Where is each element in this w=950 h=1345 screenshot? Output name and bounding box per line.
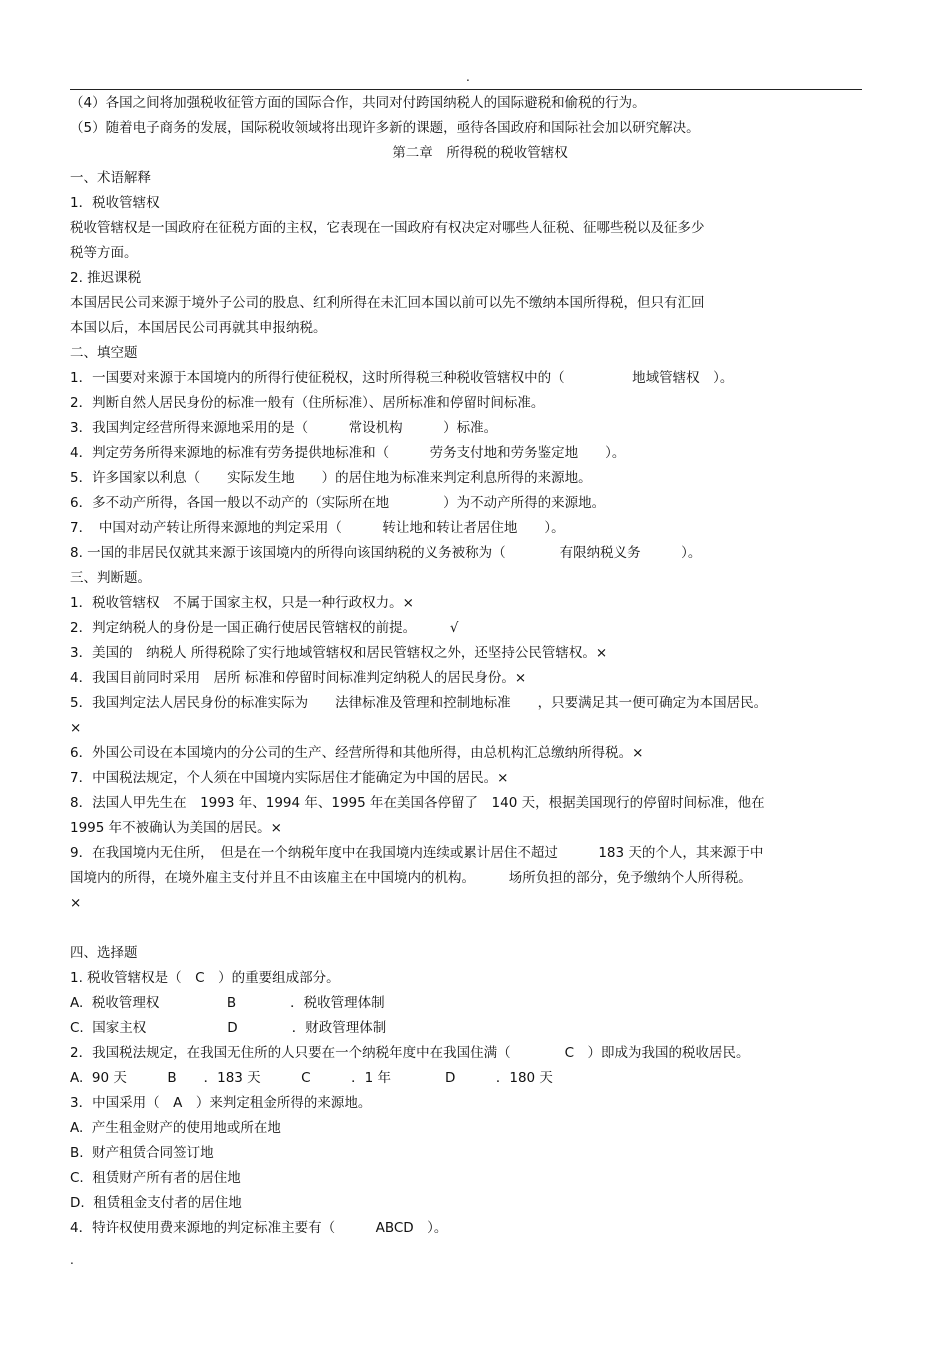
choice-options: C. 国家主权 D ．财政管理体制 [70, 1020, 387, 1036]
judgment-item: 3．美国的 纳税人 所得税除了实行地域管辖权和居民管辖权之外，还坚持公民管辖权。× [70, 645, 608, 661]
judgment-mark: × [70, 720, 82, 736]
judgment-item: 2．判定纳税人的身份是一国正确行使居民管辖权的前提。 √ [70, 620, 459, 636]
choice-option: D. 租赁租金支付者的居住地 [70, 1195, 242, 1211]
fill-blank-item: 2．判断自然人居民身份的标准一般有（住所标准）、居所标准和停留时间标准。 [70, 395, 545, 411]
judgment-item: 1．税收管辖权 不属于国家主权，只是一种行政权力。× [70, 595, 414, 611]
text-line: 税收管辖权是一国政府在征税方面的主权，它表现在一国政府有权决定对哪些人征税、征哪些税以及征多少 [70, 220, 705, 236]
choice-options: A. 税收管理权 B ．税收管理体制 [70, 995, 385, 1011]
choice-option: B. 财产租赁合同签订地 [70, 1145, 214, 1161]
footer-mark: . [70, 1253, 74, 1267]
fill-blank-item: 6．多不动产所得，各国一般以不动产的（实际所在地 ）为不动产所得的来源地。 [70, 495, 606, 511]
section-heading: 一、术语解释 [70, 170, 151, 186]
choice-option: C. 租赁财产所有者的居住地 [70, 1170, 241, 1186]
text-line: （5）随着电子商务的发展，国际税收领域将出现许多新的课题，亟待各国政府和国际社会加以研究解决。 [70, 120, 700, 136]
document-body [70, 91, 860, 1241]
judgment-item: 7．中国税法规定，个人须在中国境内实际居住才能确定为中国的居民。× [70, 770, 509, 786]
section-heading: 三、判断题。 [70, 570, 151, 586]
text-line: 本国以后，本国居民公司再就其申报纳税。 [70, 320, 327, 336]
choice-question: 4．特许权使用费来源地的判定标准主要有（ ABCD ）。 [70, 1220, 448, 1236]
fill-blank-item: 5．许多国家以利息（ 实际发生地 ）的居住地为标准来判定利息所得的来源地。 [70, 470, 592, 486]
judgment-item: 5．我国判定法人居民身份的标准实际为 法律标准及管理和控制地标准 ，只要满足其一便可确定为本国居民。 [70, 695, 768, 711]
judgment-item: 国境内的所得，在境外雇主支付并且不由该雇主在中国境内的机构。 场所负担的部分，免予缴纳个人所得税。 [70, 870, 752, 886]
section-heading: 二、填空题 [70, 345, 138, 361]
judgment-item: 6．外国公司设在本国境内的分公司的生产、经营所得和其他所得，由总机构汇总缴纳所得税。× [70, 745, 644, 761]
judgment-item: 4．我国目前同时采用 居所 标准和停留时间标准判定纳税人的居民身份。× [70, 670, 527, 686]
judgment-mark: × [70, 895, 82, 911]
fill-blank-item: 7． 中国对动产转让所得来源地的判定采用（ 转让地和转让者居住地 ）。 [70, 520, 565, 536]
judgment-item: 9．在我国境内无住所， 但是在一个纳税年度中在我国境内连续或累计居住不超过 183 天的个人，其来源于中 [70, 845, 764, 861]
fill-blank-item: 4．判定劳务所得来源地的标准有劳务提供地标准和（ 劳务支付地和劳务鉴定地 ）。 [70, 445, 626, 461]
choice-option: A. 产生租金财产的使用地或所在地 [70, 1120, 281, 1136]
blank-line [70, 916, 860, 941]
term-heading: 1．税收管辖权 [70, 195, 160, 211]
section-heading: 四、选择题 [70, 945, 138, 961]
text-line: 税等方面。 [70, 245, 138, 261]
term-heading: 2. 推迟课税 [70, 270, 142, 286]
judgment-item: 8．法国人甲先生在 1993 年、1994 年、1995 年在美国各停留了 140 天，根据美国现行的停留时间标准，他在 [70, 795, 765, 811]
text-line: 本国居民公司来源于境外子公司的股息、红利所得在未汇回本国以前可以先不缴纳本国所得税，但只有汇回 [70, 295, 705, 311]
chapter-title: 第二章 所得税的税收管辖权 [392, 145, 568, 161]
fill-blank-item: 3．我国判定经营所得来源地采用的是（ 常设机构 ）标准。 [70, 420, 498, 436]
header-mark: . [466, 70, 470, 84]
choice-question: 2．我国税法规定，在我国无住所的人只要在一个纳税年度中在我国住满（ C ）即成为我国的税收居民。 [70, 1045, 750, 1061]
fill-blank-item: 8. 一国的非居民仅就其来源于该国境内的所得向该国纳税的义务被称为（ 有限纳税义务 ）。 [70, 545, 702, 561]
text-line: （4）各国之间将加强税收征管方面的国际合作，共同对付跨国纳税人的国际避税和偷税的行为。 [70, 95, 646, 111]
choice-question: 3．中国采用（ A ）来判定租金所得的来源地。 [70, 1095, 372, 1111]
header-rule [70, 89, 862, 90]
fill-blank-item: 1．一国要对来源于本国境内的所得行使征税权，这时所得税三种税收管辖权中的（ 地域管辖权 ）。 [70, 370, 734, 386]
judgment-item: 1995 年不被确认为美国的居民。× [70, 820, 282, 836]
choice-question: 1. 税收管辖权是（ C ）的重要组成部分。 [70, 970, 340, 986]
choice-options: A. 90 天 B ．183 天 C ．1 年 D ．180 天 [70, 1070, 553, 1086]
